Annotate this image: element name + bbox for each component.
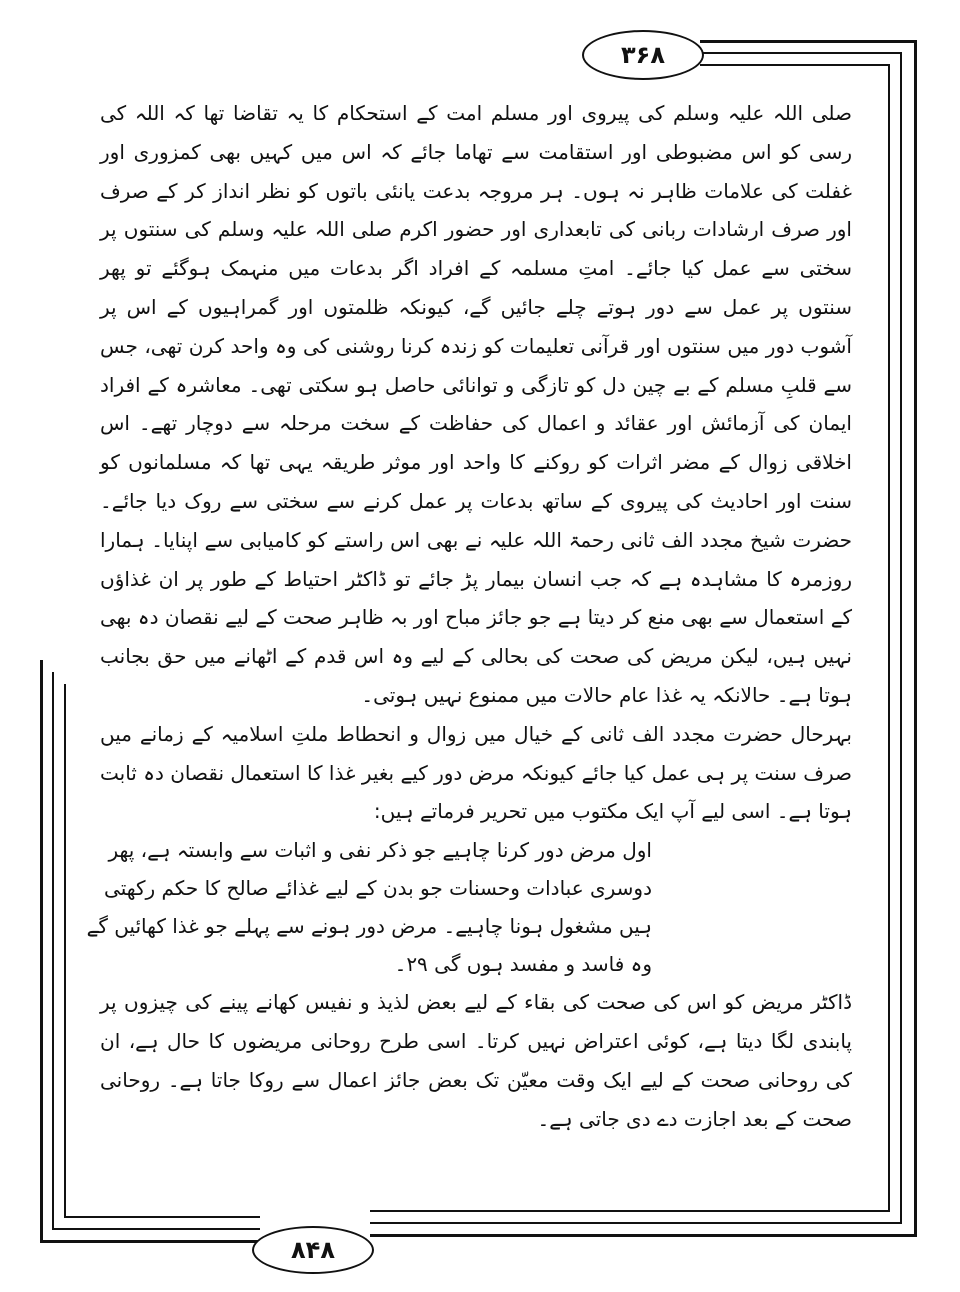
bottom-left-middle [52, 1228, 260, 1230]
bottom-page-number: ۸۴۸ [252, 1226, 374, 1274]
bottom-right-outer [370, 1234, 917, 1237]
quote-line: دوسری عبادات وحسنات جو بدن کے لیے غذائے صالح کا حکم رکھتی [104, 876, 652, 901]
quote-line: وہ فاسد و مفسد ہوں گی ۲۹۔ [394, 952, 652, 977]
quote-line: ہیں مشغول ہونا چاہیے۔ مرض دور ہونے سے پہلے جو غذا کھائیں گے [86, 914, 652, 939]
text-body [86, 94, 852, 1138]
paragraph-2: بہرحال حضرت مجدد الف ثانی کے خیال میں زوال و انحطاط ملتِ اسلامیہ کے زمانے میں صرف سنت پر ہی عمل کیا جائے کیونکہ مرض دور کیے بغیر غذا کا استعمال نقصان دہ ثابت ہوتا ہے۔ اسی لیے آپ ایک مکتوب میں تحریر فرماتے ہیں: [100, 721, 852, 824]
right-border-inner [888, 64, 890, 1212]
paragraph-3: ڈاکٹر مریض کو اس کی صحت کی بقاء کے لیے بعض لذیذ و نفیس کھانے پینے کی چیزوں پر پابندی لگا دیتا ہے، کوئی اعتراض نہیں کرتا۔ اسی طرح روحانی مریضوں کا حال ہے، ان کی روحانی صحت کے لیے ایک وقت معیّن تک بعض جائز اعمال سے روکا جاتا ہے۔ روحانی صحت کے بعد اجازت دے دی جاتی ہے۔ [100, 990, 852, 1131]
paragraph-1: صلی اللہ علیہ وسلم کی پیروی اور مسلم امت کے استحکام کا یہ تقاضا تھا کہ اللہ کی رسی کو اس مضبوطی اور استقامت سے تھاما جائے کہ اس میں کہیں بھی کمزوری اور غفلت کی علامات ظاہر نہ ہوں۔ ہر مروجہ بدعت یانئی باتوں کو نظر انداز کر کے صرف اور صرف ارشادات ربانی کی تابعداری اور حضور اکرم صلی اللہ علیہ وسلم کی سنتوں پر سختی سے عمل کیا جائے۔ امتِ مسلمہ کے افراد اگر بدعات میں منہمک ہوگئے تو پھر سنتوں پر عمل سے دور ہوتے چلے جائیں گے، کیونکہ ظلمتوں اور گمراہیوں کے اس پر آشوب دور میں سنتوں اور قرآنی تعلیمات کو زندہ کرنا روشنی کی وہ واحد کرن تھی، جس سے قلبِ مسلم کے بے چین دل کو تازگی و توانائی حاصل ہو سکتی تھی۔ معاشرہ کے افراد ایمان کی آزمائش اور عقائد و اعمال کی حفاظت کے سخت مرحلہ سے دوچار تھے۔ اس اخلاقی زوال کے مضر اثرات کو روکنے کا واحد اور موثر طریقہ یہی تھا کہ مسلمانوں کو سنت اور احادیث کی پیروی کے ساتھ بدعات پر عمل کرنے سے سختی سے روک دیا جائے۔ حضرت شیخ مجدد الف ثانی رحمۃ اللہ علیہ نے بھی اس راستے کو کامیابی سے اپنایا۔ ہمارا روزمرہ کا مشاہدہ ہے کہ جب انسان بیمار پڑ جائے تو ڈاکٹر احتیاط کے طور پر ان غذاؤں کے استعمال سے بھی منع کر دیتا ہے جو جائز مباح اور بہ ظاہر صحت کے لیے نقصان دہ بھی نہیں ہیں، لیکن مریض کی صحت کی بحالی کے لیے وہ اس قدم کے اٹھانے میں حق بجانب ہوتا ہے۔ حالانکہ یہ غذا عام حالات میں ممنوع نہیں ہوتی۔ [100, 101, 852, 707]
top-page-number: ۳۶۸ [582, 30, 704, 80]
bottom-left-inner [64, 1216, 260, 1218]
left-border-middle [52, 672, 54, 1228]
right-border-middle [900, 52, 902, 1224]
top-border-middle [700, 52, 902, 54]
top-border-inner [700, 64, 890, 66]
bottom-left-outer [40, 1240, 260, 1243]
bottom-right-middle [370, 1222, 902, 1224]
left-border-outer [40, 660, 43, 1240]
block-quote [86, 831, 852, 983]
quote-line: اول مرض دور کرنا چاہیے جو ذکر نفی و اثبات سے وابستہ ہے، پھر [108, 838, 652, 863]
bottom-right-inner [370, 1210, 890, 1212]
left-border-inner [64, 684, 66, 1216]
top-border-outer [700, 40, 917, 43]
right-border-outer [914, 40, 917, 1235]
